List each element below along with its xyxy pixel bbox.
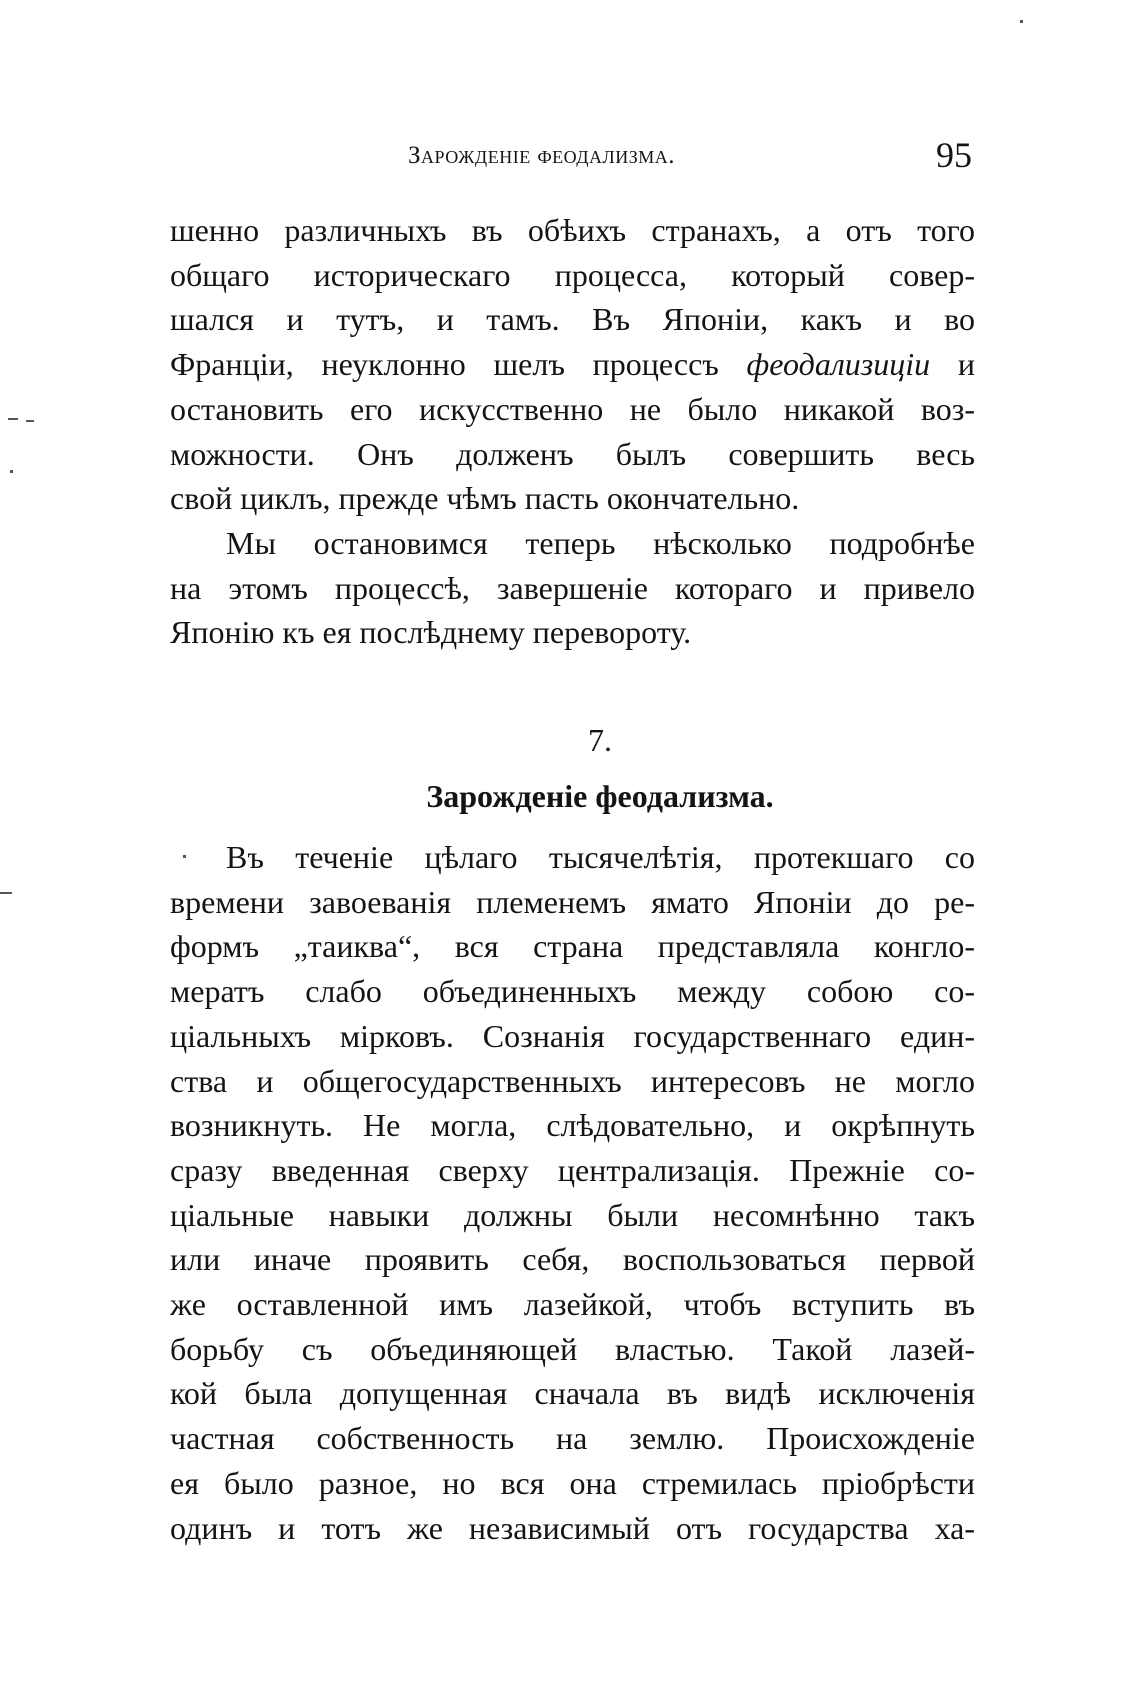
text-fragment: Франціи, неуклонно шелъ процессъ <box>170 346 747 383</box>
text-line: Мы остановимся теперь нѣсколько подробнѣе <box>226 525 975 561</box>
paragraph-continued <box>170 208 975 521</box>
text-line: ціальныхъ мірковъ. Сознанія государственнаго един- <box>170 1017 975 1054</box>
text-line: или иначе проявить себя, воспользоваться первой <box>170 1241 975 1278</box>
page-header <box>170 128 980 188</box>
text-line-with-emphasis <box>170 342 975 387</box>
text-line: мератъ слабо объединенныхъ между собою со- <box>170 973 975 1010</box>
text-line: Японію къ ея послѣднему перевороту. <box>170 614 692 651</box>
page-number: 95 <box>936 135 972 175</box>
text-line: частная собственность на землю. Происхожденіе <box>170 1420 975 1457</box>
text-line: ства и общегосударственныхъ интересовъ не могло <box>170 1062 975 1099</box>
text-line: кой была допущенная сначала въ видѣ исключенія <box>170 1375 975 1412</box>
text-line: же оставленной имъ лазейкой, чтобъ вступить въ <box>170 1286 975 1323</box>
text-line: формъ „таиква“, вся страна представляла конгло- <box>170 928 975 965</box>
text-fragment: и <box>930 346 975 383</box>
scan-speck <box>10 470 13 473</box>
text-line: свой циклъ, прежде чѣмъ пасть окончательно. <box>170 480 800 517</box>
text-line: сразу введенная сверху централизація. Прежніе со- <box>170 1151 975 1188</box>
scan-speck <box>8 418 18 420</box>
text-line: шенно различныхъ въ обѣихъ странахъ, а отъ того <box>170 212 975 248</box>
text-line: борьбу съ объединяющей властью. Такой лазей- <box>170 1330 975 1367</box>
scan-speck <box>0 892 12 894</box>
text-line: остановить его искусственно не было никакой воз- <box>170 390 975 427</box>
text-line: ціальные навыки должны были несомнѣнно такъ <box>170 1196 975 1233</box>
scan-speck <box>26 420 34 422</box>
text-line: ея было разное, но вся она стремилась пріобрѣсти <box>170 1464 975 1501</box>
running-title: Зарожденіе феодализма. <box>408 142 676 169</box>
text-line: времени завоеванія племенемъ ямато Японіи до ре- <box>170 883 975 920</box>
text-line: шался и тутъ, и тамъ. Въ Японіи, какъ и во <box>170 301 975 338</box>
paragraph <box>170 835 975 1550</box>
emphasized-term: феодализиціи <box>746 346 931 383</box>
section-title: Зарожденіе феодализма. <box>426 778 774 814</box>
paragraph <box>170 521 975 655</box>
text-line: возникнуть. Не могла, слѣдовательно, и окрѣпнуть <box>170 1107 975 1144</box>
text-line: можности. Онъ долженъ былъ совершить весь <box>170 435 975 472</box>
text-line: на этомъ процессѣ, завершеніе котораго и привело <box>170 569 975 606</box>
section-number: 7. <box>588 722 612 758</box>
text-line: одинъ и тотъ же независимый отъ государства ха- <box>170 1509 975 1546</box>
text-line: общаго историческаго процесса, который совер- <box>170 256 975 293</box>
scan-speck <box>183 855 186 858</box>
scan-speck <box>1020 20 1023 23</box>
text-line: Въ теченіе цѣлаго тысячелѣтія, протекшаго со <box>226 839 975 875</box>
